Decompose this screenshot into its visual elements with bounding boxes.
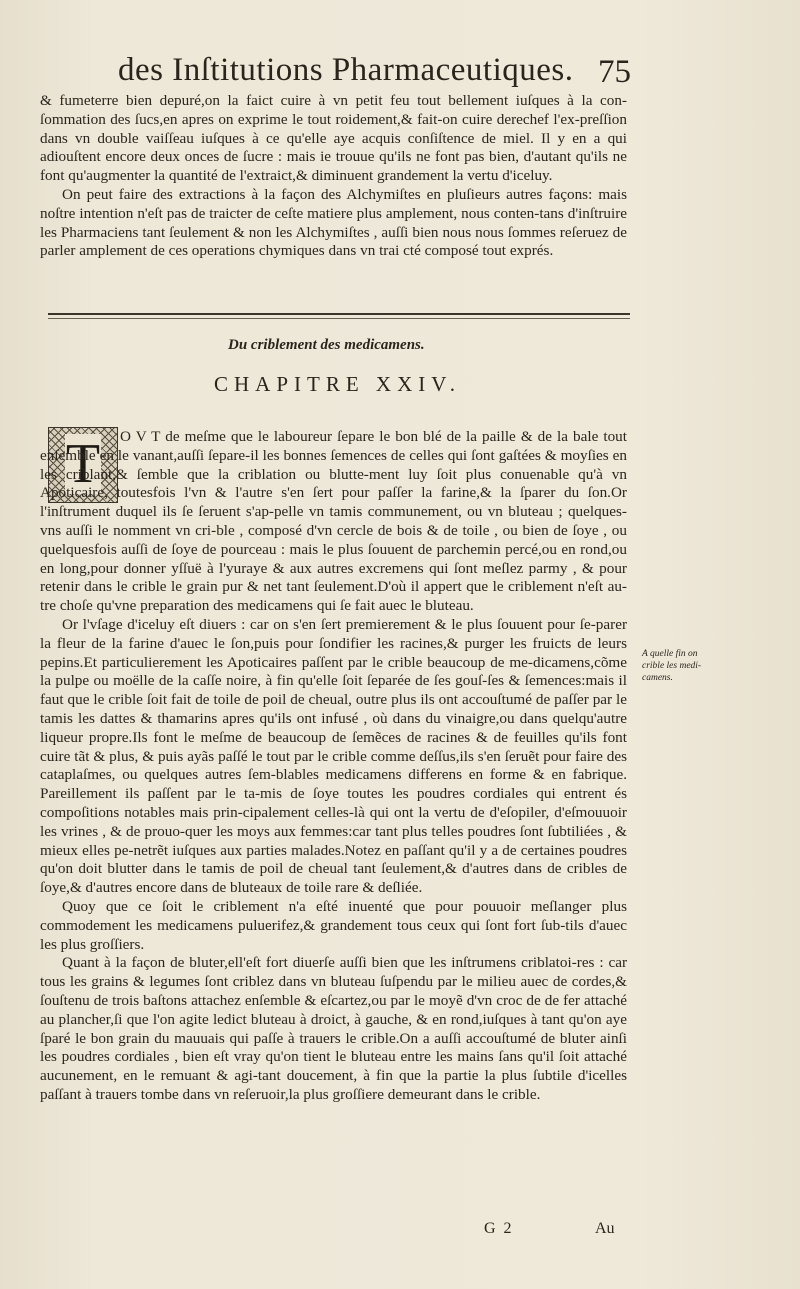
paragraph-method: Quant à la façon de bluter,ell'eſt fort diuerſe auſſi bien que les inſtrumens criblatoi-res : car tous les grains & legumes ſont criblez dans vn bluteau ſuſpendu par le milieu auec de cordes,& ſouſtenu de trois baſtons attachez enſemble & eſcartez,ou par le moyẽ d'vn croc de de fer attaché au plancher,ſi que l'on agite ledict bluteau à droict, à gauche, & en rond,iuſques à tant qu'on aye ſparé le bon grain du mauuais qui paſſe à trauers le crible.On a auſſi accouſtumé de bluter ainſi les poudres cordiales , bien eſt vray qu'on tient le bluteau entre les mains ſans qu'il ſoit attaché aucunement, en le remuant & agi-tant doucement, à fin que la partie la plus ſubtile d'icelles paſſant à trauers tombe dans vn reſeruoir,la plus groſſiere demeurant dans le crible.: [40, 954, 627, 1103]
section-divider-thin: [48, 318, 630, 319]
initial-letter: T: [65, 433, 101, 495]
paragraph-purpose: Quoy que ce ſoit le criblement n'a eſté inuenté que pour pouuoir meſlanger plus commodement les medicamens puluerifez,& grandement tous ceux qui ſont fort ſub-tils d'auec les plus groſſiers.: [40, 897, 627, 953]
paragraph-usage: Or l'vſage d'iceluy eſt diuers : car on s'en ſert premierement & le plus ſouuent pour ſe-parer la fleur de la farine d'auec le ſon,puis pour ſondifier les racines,& purger les fruicts de leurs pepins.Et particulierement les Apoticaires paſſent par le crible beaucoup de me-dicamens,cõme la pulpe ou moëlle de la caſſe noire, à fin qu'elle ſoit ſeparée de ſes gouſ-ſes & ſemences:mais il faut que le crible ſoit fait de toile de poil de cheual, outre plus ils ont accouſtumé de paſſer par le tamis les dattes & thamarins apres qu'ils ont infusé , où dans du vinaigre,ou dans quelqu'autre liqueur propre.Ils font le meſme de beaucoup de ſemẽces de racines & de feuilles qu'ils font cuire tãt & plus, & puis ayãs paſſé le tout par le crible comme deſſus,ils s'en ſeruẽt pour faire des cataplaſmes, ou quelques autres ſem-blables medicamens differens en forme & en fabrique. Pareillement ils paſſent par le ta-mis de ſoye toutes les poudres cordiales qui entrent és compoſitions notables mais prin-cipalement celles-là qui ont la vertu de d'eſopiler, d'eſmouuoir les vrines , & de prouo-quer les moys aux femmes:car tant plus telles poudres ſont ſubtiliées , & mieux elles pe-netrẽt iuſques aux parties malades.Notez en paſſant qu'il y a de certaines poudres qu'on doit blutter dans le tamis de poil de cheual tant ſeulement,& d'autres dans de cribles de ſoye,& d'autres encore dans de bluteaux de toile rare & deſliée.: [40, 615, 627, 897]
running-head: des Inſtitutions Pharmaceutiques.: [118, 52, 574, 88]
top-text-block: [40, 92, 627, 261]
section-divider: [48, 313, 630, 315]
section-title: Du criblement des medicamens.: [228, 337, 425, 353]
paragraph-criblement-definition: O V T de meſme que le laboureur ſepare le bon blé de la paille & de la bale tout enſemble en le vanant,auſſi ſepare-il les bonnes ſemences de celles qui ſont gaſtées & moyſies en les criblant,& ſemble que la criblation ou blutte-ment luy ſoit plus conuenable qu'à vn Apoticaire, toutesfois l'vn & l'autre s'en ſert pour paſſer la farine,& la ſparer du ſon.Or l'inſtrument duquel ils ſe ſeruent s'ap-pelle vn tamis communement, ou vn bluteau ; quelques-vns auſſi le nomment vn cri-ble , composé d'vn cercle de bois & de toile , ou bien de ſoye , ou quelquesfois auſſi de ſoye de pourceau : mais le plus ſouuent de parchemin percé,ou en rond,ou en long,pour donner yſſuë à l'yuraye & aux autres excremens qui ſont meſlez parmy , & pour retenir dans le crible le grain pur & net tant ſeulement.D'où il appert que le criblement n'eſt au-tre choſe qu'vne preparation des medicamens qui ſe fait auec le bluteau.: [40, 428, 627, 615]
signature-mark: G 2: [484, 1220, 514, 1237]
marginal-note: A quelle fin on crible les medi-camens.: [642, 649, 702, 683]
catchword: Au: [595, 1220, 615, 1237]
paragraph-alchemists: On peut faire des extractions à la façon des Alchymiſtes en pluſieurs autres façons: mais noſtre intention n'eſt pas de traicter de ceſte matiere plus amplement, nous conten-tans d'inſtruire les Pharmaciens tant ſeulement & non les Alchymiſtes , auſſi bien nous nous ſommes reſeruez de parler amplement de ces operations chymiques dans vn trai cté composé tout exprés.: [40, 185, 627, 260]
paragraph-extraction-end: & fumeterre bien depuré,on la faict cuire à vn petit feu tout bellement iuſques à la con-ſommation des ſucs,en apres on exprime le tout roidement,& fait-on cuire derechef l'ex-preſſion dans vn double vaiſſeau iuſques à ce qu'elle aye acquis conſiſtence de miel. Il y en a qui adiouſtent encore deux onces de ſucre : mais ie trouue qu'ils ne font pas bien, d'autant qu'ils ne font qu'augmenter la quantité de l'extraict,& diminuent grandement la vertu d'iceluy.: [40, 92, 627, 185]
chapter-heading: CHAPITRE XXIV.: [214, 372, 461, 396]
page-number: 75: [598, 54, 631, 90]
chapter-text-block: [40, 428, 627, 1105]
